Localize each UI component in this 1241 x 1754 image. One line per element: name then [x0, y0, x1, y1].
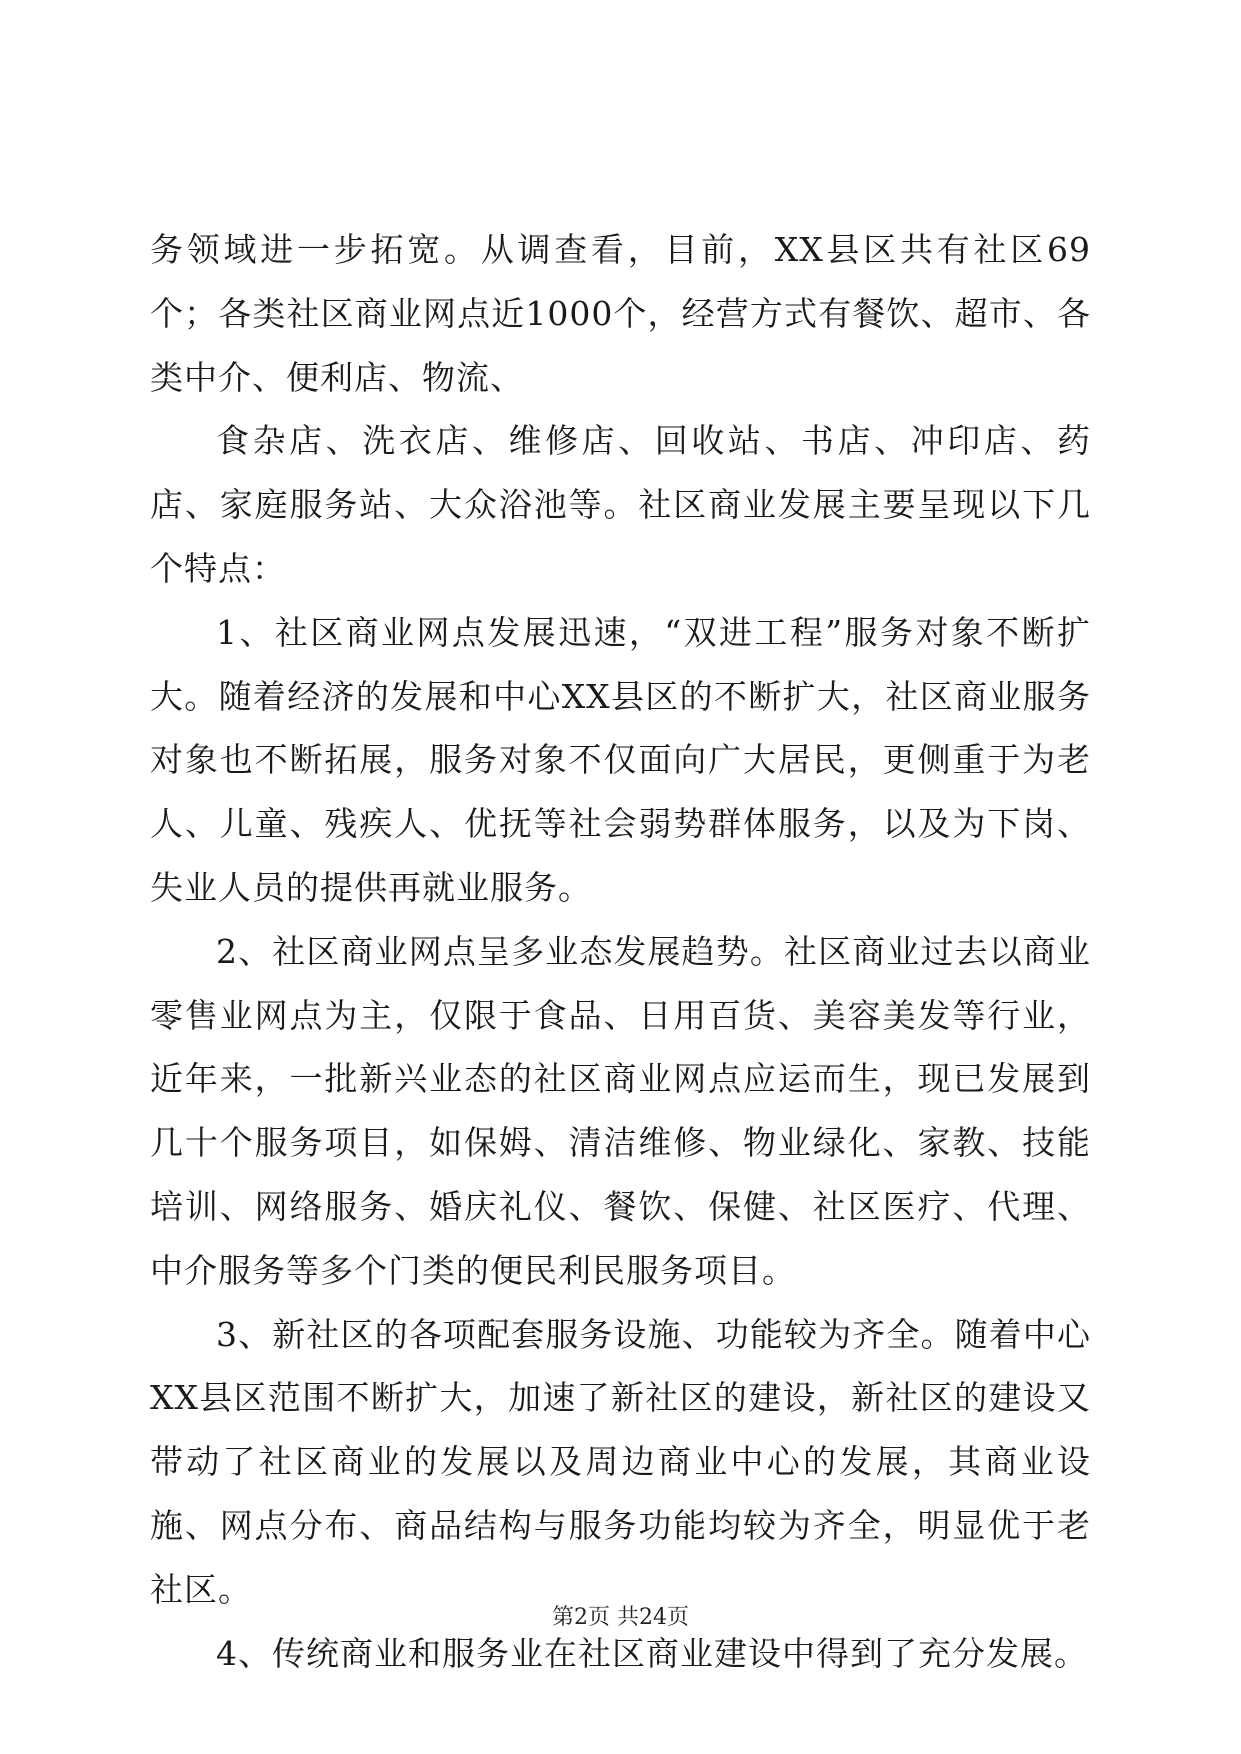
- paragraph-business-types: 食杂店、洗衣店、维修店、回收站、书店、冲印店、药店、家庭服务站、大众浴池等。社区商业发展主要呈现以下几个特点：: [150, 421, 1091, 588]
- paragraph-point-4: 4、传统商业和服务业在社区商业建设中得到了充分发展。: [216, 1633, 1088, 1673]
- paragraph-point-2: 2、社区商业网点呈多业态发展趋势。社区商业过去以商业零售业网点为主，仅限于食品、日用百货、美容美发等行业，近年来，一批新兴业态的社区商业网点应运而生，现已发展到几十个服务项目，如保姆、清洁维修、物业绿化、家教、技能培训、网络服务、婚庆礼仪、餐饮、保健、社区医疗、代理、中介服务等多个门类的便民利民服务项目。: [150, 931, 1091, 1290]
- paragraph-point-3: 3、新社区的各项配套服务设施、功能较为齐全。随着中心XX县区范围不断扩大，加速了新社区的建设，新社区的建设又带动了社区商业的发展以及周边商业中心的发展，其商业设施、网点分布、商品结构与服务功能均较为齐全，明显优于老社区。: [150, 1314, 1091, 1609]
- paragraph-point-1: 1、社区商业网点发展迅速，“双进工程”服务对象不断扩大。随着经济的发展和中心XX县区的不断扩大，社区商业服务对象也不断拓展，服务对象不仅面向广大居民，更侧重于为老人、儿童、残疾人、优抚等社会弱势群体服务，以及为下岗、失业人员的提供再就业服务。: [150, 612, 1091, 907]
- page-footer: [0, 1603, 1241, 1633]
- page-number: 第2页 共24页: [552, 1605, 689, 1630]
- paragraph-continuation: 务领域进一步拓宽。从调查看，目前，XX县区共有社区69个；各类社区商业网点近1000个，经营方式有餐饮、超市、各类中介、便利店、物流、: [150, 230, 1091, 397]
- document-body: [150, 218, 1091, 1685]
